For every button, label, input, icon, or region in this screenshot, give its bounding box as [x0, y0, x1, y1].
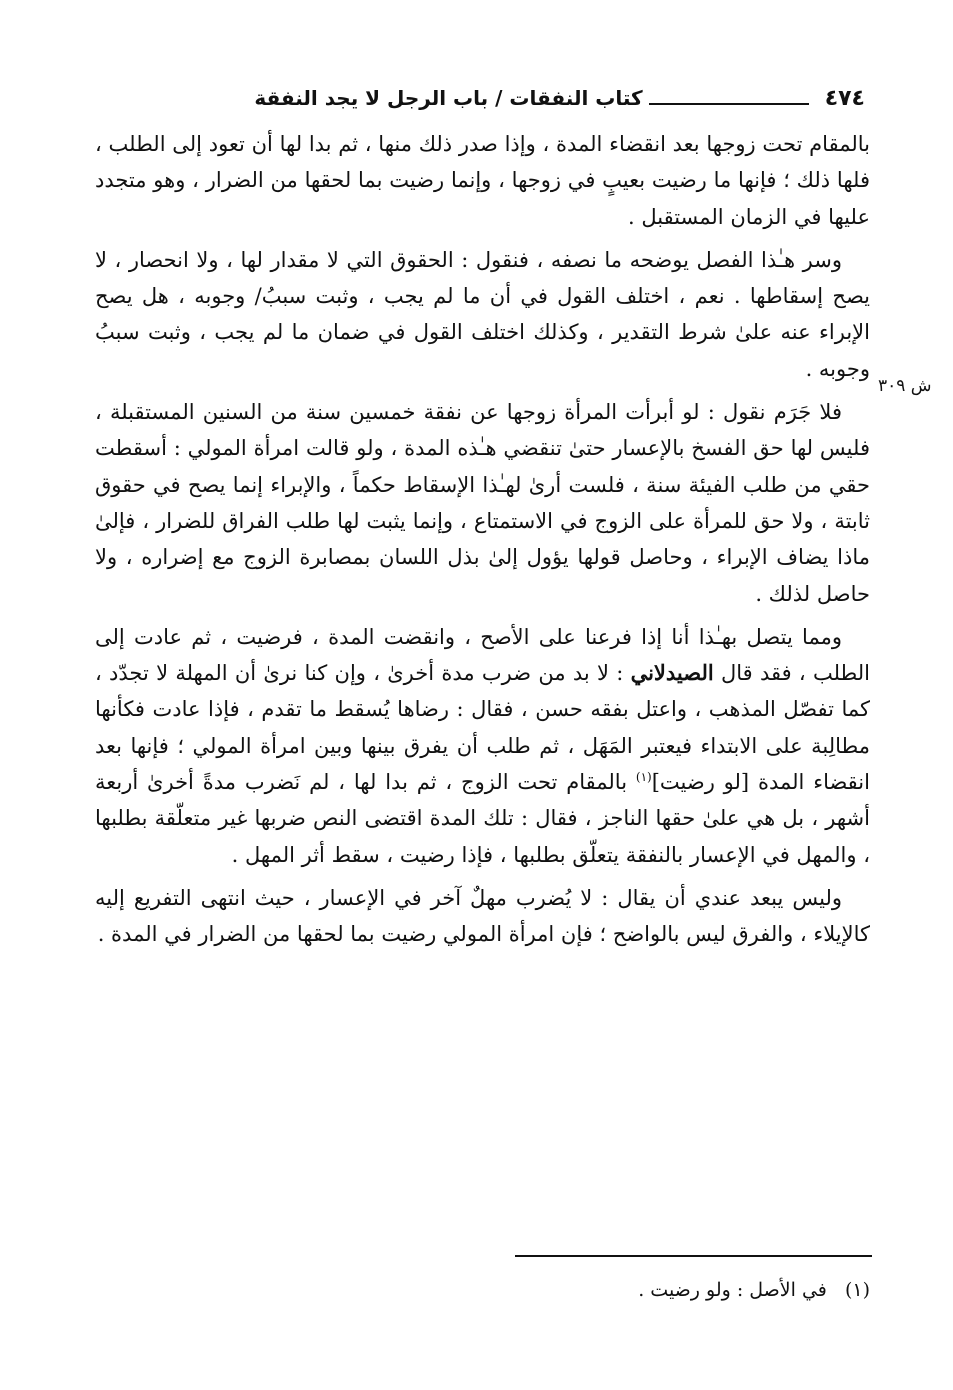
paragraph-segment: بالمقام تحت الزوج ، ثم بدا لها ، لم نَضرب مدةً أخرىٰ أربعة أشهر ، بل هي علىٰ حقها الناجز ، فقال : تلك المدة اقتضى النص ضربها غير متعلّقة بطلبها ، والمهل في الإعسار بالنفقة يتعلّق بطلبها ، فإذا رضيت ، سقط أثر المهل .	[95, 770, 870, 867]
paragraph: بالمقام تحت زوجها بعد انقضاء المدة ، وإذا صدر ذلك منها ، ثم بدا لها أن تعود إلى الطلب ، فلها ذلك ؛ فإنها ما رضيت بعيبٍ في زوجها ، وإنما رضيت بما لحقها من الضرار ، وهو متجدد عليها في الزمان المستقبل .	[95, 132, 870, 229]
margin-manuscript-reference: ش ٣٠٩	[878, 376, 932, 396]
footnote	[95, 1275, 870, 1305]
scholar-name: الصيدلاني	[630, 660, 714, 686]
paragraph: فلا جَرَم نقول : لو أبرأت المرأة زوجها عن نفقة خمسين سنة من السنين المستقبلة ، فليس لها حق الفسخ بالإعسار حتىٰ تنقضي هـٰذه المدة ، ولو قالت امرأة المولي : أسقطت حقي من طلب الفيئة سنة ، فلست أرىٰ لهـٰذا الإسقاط حكماً ، والإبراء إنما يصح في حقوق ثابتة ، ولا حق للمرأة على الزوج في الاستمتاع ، وإنما يثبت لها طلب الفراق للضرار ، فإلىٰ ماذا يضاف الإبراء ، وحاصل قولها يؤول إلىٰ بذل اللسان بمصابرة الزوج مع إضراره ، ولا حاصل لذلك .	[95, 400, 870, 606]
footnote-marker: (١)	[635, 770, 652, 785]
footnote-number: (١)	[844, 1279, 870, 1301]
running-title: كتاب النفقات / باب الرجل لا يجد النفقة	[254, 86, 643, 110]
paragraph: وليس يبعد عندي أن يقال : لا يُضرب مهلٌ آخر في الإعسار ، حيث انتهى التفريع إليه كالإيلاء ، والفرق ليس بالواضح ؛ فإن امرأة المولي رضيت بما لحقها من الضرار في المدة .	[95, 885, 870, 947]
footnotes	[95, 1275, 870, 1305]
paragraph-segment: ومما يتصل بهـٰذا أنا إذا فرعنا على الأصح ، وانقضت المدة ، فرضيت ، ثم عادت إلى الطلب ، فقد قال	[95, 624, 870, 686]
paragraph: وسر هـٰذا الفصل يوضحه ما نصفه ، فنقول : الحقوق التي لا مقدار لها ، ولا انحصار ، لا يصح إسقاطها . نعم ، اختلف القول في أن ما لم يجب ، وثبت سببُ/ وجوبه ، هل يصح الإبراء عنه علىٰ شرط التقدير ، وكذلك اختلف القول في ضمان ما لم يجب ، وثبت سببُ وجوبه .	[95, 247, 870, 381]
paragraph	[95, 619, 870, 873]
footnote-separator	[515, 1255, 872, 1257]
header-rule	[649, 103, 809, 105]
main-text	[95, 126, 870, 960]
footnote-text: في الأصل : ولو رضيت .	[638, 1279, 827, 1301]
page-number: ٤٧٤	[824, 85, 865, 111]
paragraph-segment: : لا بد من ضرب مدة أخرىٰ ، وإن كنا نرىٰ أن المهلة لا تجدّد ، كما تفصّل المذهب ، واعتل بفقه حسن ، فقال : رضاها يُسقط ما تقدم ، فإذا عادت فكأنها مطالِبة على الابتداء فيعتبر المَهَل ، ثم طلب أن يفرق بينها وبين امرأة المولي ؛ فإنها بعد انقضاء المدة [لو رضيت]	[95, 661, 870, 795]
page-header	[95, 78, 865, 118]
